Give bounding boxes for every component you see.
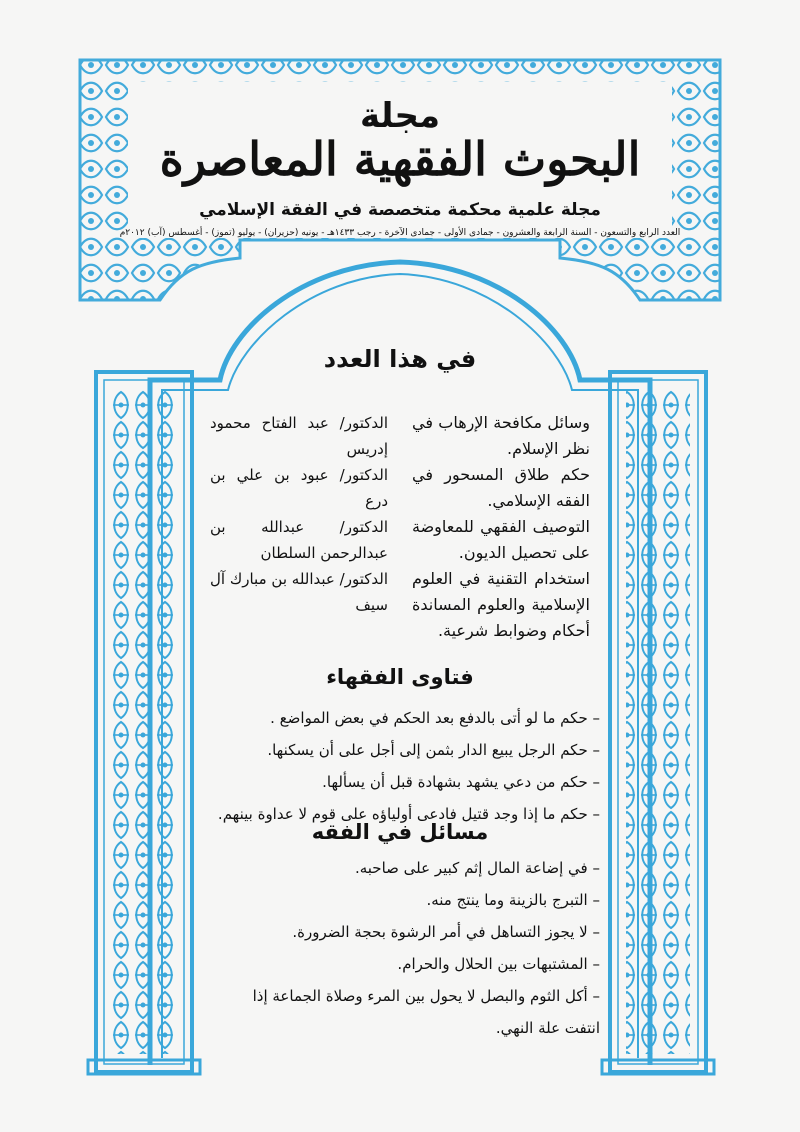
article-list (210, 410, 590, 644)
fatawa-list (215, 702, 600, 830)
journal-title: البحوث الفقهية المعاصرة (159, 132, 641, 186)
article-title: التوصيف الفقهي للمعاوضة على تحصيل الديون. (412, 517, 590, 562)
article-author: الدكتور/ عبدالله بن عبدالرحمن السلطان (210, 518, 388, 562)
article-entry (210, 462, 590, 514)
section-heading-fatawa: فتاوى الفقهاء (326, 665, 474, 689)
article-title: استخدام التقنية في العلوم الإسلامية والعلوم المساندة أحكام وضوابط شرعية. (412, 569, 590, 640)
article-author: الدكتور/ عبدالله بن مبارك آل سيف (210, 570, 388, 614)
toc-heading: في هذا العدد (323, 345, 477, 373)
list-item: – المشتبهات بين الحلال والحرام. (397, 955, 600, 973)
masail-list (215, 852, 600, 1044)
issue-line: العدد الرابع والتسعون - السنة الرابعة والعشرون - جمادى الأولى - جمادى الآخرة - رجب ١٤٣٣هـ - يونيه (حزيران) - يوليو (تموز) - أغسطس (آب) ٢٠١٢م (119, 228, 681, 238)
list-item: – في إضاعة المال إثم كبير على صاحبه. (354, 859, 600, 877)
list-item: – حكم ما إذا وجد قتيل فادعى أولياؤه على قوم لا عداوة بينهم. (217, 805, 600, 823)
list-item: – حكم ما لو أتى بالدفع بعد الحكم في بعض المواضع . (270, 709, 600, 727)
list-item: – أكل الثوم والبصل لا يحول بين المرء وصلاة الجماعة إذا انتفت علة النهي. (252, 987, 600, 1037)
article-entry (210, 514, 590, 566)
article-author: الدكتور/ عبد الفتاح محمود إدريس (210, 414, 388, 458)
list-item: – حكم من دعي يشهد بشهادة قبل أن يسألها. (322, 773, 600, 791)
list-item: – حكم الرجل يبيع الدار بثمن إلى أجل على أن يسكنها. (267, 741, 600, 759)
article-title: وسائل مكافحة الإرهاب في نظر الإسلام. (412, 413, 590, 458)
journal-kicker: مجلة (359, 96, 441, 136)
article-entry (210, 410, 590, 462)
list-item: – لا يجوز التساهل في أمر الرشوة بحجة الضرورة. (292, 923, 600, 941)
article-author: الدكتور/ عبود بن علي بن درع (210, 466, 388, 510)
section-heading-masail: مسائل في الفقه (311, 820, 489, 844)
list-item: – التبرج بالزينة وما ينتج منه. (426, 891, 600, 909)
article-entry (210, 566, 590, 644)
journal-subtitle: مجلة علمية محكمة متخصصة في الفقة الإسلامي (199, 200, 601, 220)
article-title: حكم طلاق المسحور في الفقه الإسلامي. (412, 465, 590, 510)
